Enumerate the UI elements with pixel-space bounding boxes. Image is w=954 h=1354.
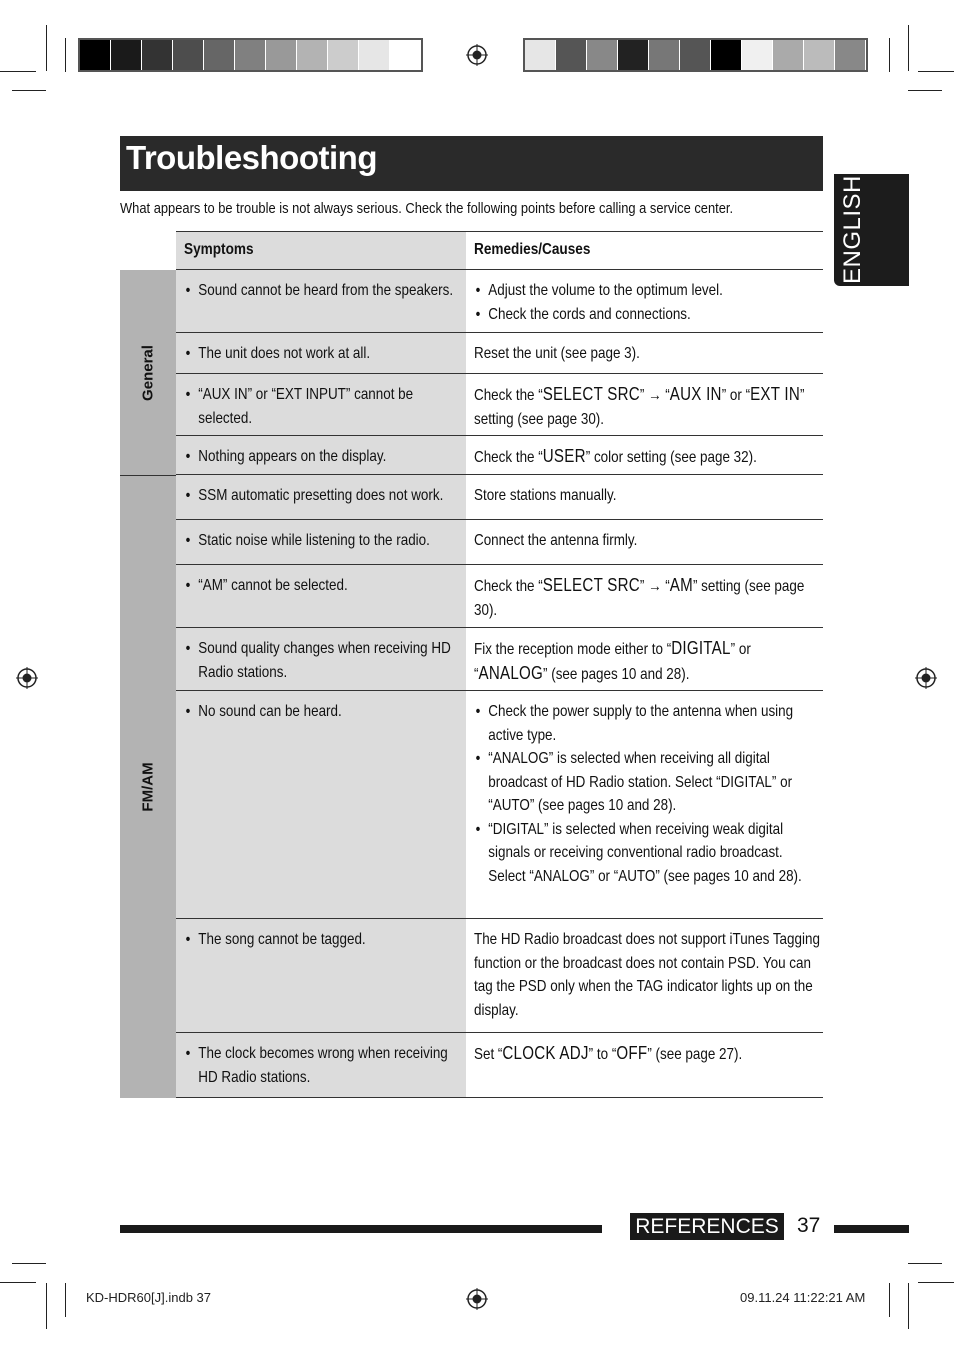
crop-mark [908,1283,909,1329]
remedy-text: Connect the antenna firmly. [474,532,638,549]
crop-mark [908,1263,942,1264]
table-row [176,436,823,475]
print-slug-date: 09.11.24 11:22:21 AM [740,1290,866,1305]
remedy-bullet: • Check the power supply to the antenna when using active type. [474,700,820,747]
symptom-text: • No sound can be heard. [184,700,461,724]
color-swatch [680,40,711,70]
remedy-bullet: • “DIGITAL” is selected when receiving weak digital signals or receiving conventional radio broadcast. Select “ANALOG” or “AUTO” (see pages 10 and 28). [474,818,820,889]
table-row [176,691,823,919]
symptom-cell [176,520,466,564]
symptom-cell [176,628,466,690]
table-header-row [176,231,823,270]
remedy-bullet: • Adjust the volume to the optimum level. [474,279,820,303]
registration-mark-icon [16,667,38,689]
table-row [176,628,823,691]
table-row [176,333,823,374]
crop-mark [908,90,942,91]
symptom-text: • Sound cannot be heard from the speakers. [184,279,461,303]
remedy-cell [466,1033,823,1097]
category-label: General [139,344,157,401]
color-swatch [80,40,111,70]
color-swatch-strip-right [523,38,868,72]
color-swatch [742,40,773,70]
crop-mark [0,71,36,72]
color-swatch [142,40,173,70]
symptom-text: • Nothing appears on the display. [184,445,461,469]
remedy-text: The HD Radio broadcast does not support iTunes Tagging function or the broadcast does not contain PSD. You can tag the PSD only when the TAG indicator lights up on the display. [474,931,820,1019]
language-tab-label: ENGLISH [839,175,866,285]
symptom-text: • Sound quality changes when receiving HD Radio stations. [184,637,461,684]
symptom-cell [176,475,466,519]
table-row [176,374,823,436]
remedy-bullet: • “ANALOG” is selected when receiving all digital broadcast of HD Radio station. Select “DIGITAL” or “AUTO” (see pages 10 and 28). [474,747,820,818]
crop-mark [12,1263,46,1264]
remedy-cell [466,520,823,564]
color-swatch [359,40,390,70]
crop-mark [889,1283,890,1317]
remedy-cell [466,333,823,373]
color-swatch [297,40,328,70]
crop-mark [12,90,46,91]
symptom-text: • Static noise while listening to the radio. [184,529,461,553]
remedy-cell [466,436,823,474]
remedy-cell [466,270,823,332]
remedy-cell [466,919,823,1032]
symptom-cell [176,374,466,435]
remedy-cell [466,565,823,627]
color-swatch [587,40,618,70]
color-swatch [235,40,266,70]
color-swatch-strip-left [78,38,423,72]
symptom-cell [176,1033,466,1097]
symptom-cell [176,691,466,918]
color-swatch [173,40,204,70]
remedy-text: Check the “USER” color setting (see page 32). [474,446,757,466]
symptom-text: • The song cannot be tagged. [184,928,461,952]
crop-mark [65,1283,66,1317]
table-row [176,919,823,1033]
category-label: FM/AM [139,762,157,812]
symptom-cell [176,565,466,627]
registration-mark-icon [466,44,488,66]
color-swatch [804,40,835,70]
footer-rule [120,1225,602,1233]
crop-mark [46,25,47,71]
crop-mark [918,1282,954,1283]
section-label: REFERENCES [635,1214,779,1238]
symptom-text: • The unit does not work at all. [184,342,461,366]
table-row [176,565,823,628]
symptom-text: • “AM” cannot be selected. [184,574,461,598]
remedy-text: Check the “SELECT SRC” → “AUX IN” or “EXT IN” setting (see page 30). [474,384,805,428]
category-general [120,270,176,475]
symptom-cell [176,333,466,373]
color-swatch [649,40,680,70]
color-swatch [204,40,235,70]
remedy-text: Fix the reception mode either to “DIGITAL” or “ANALOG” (see pages 10 and 28). [474,638,751,683]
color-swatch [328,40,359,70]
intro-text: What appears to be trouble is not always serious. Check the following points before calling a service center. [120,200,734,217]
crop-mark [889,38,890,72]
color-swatch [111,40,142,70]
color-swatch [390,40,421,70]
registration-mark-icon [466,1288,488,1310]
color-swatch [556,40,587,70]
crop-mark [908,25,909,71]
crop-mark [65,38,66,72]
color-swatch [835,40,866,70]
remedy-text: Reset the unit (see page 3). [474,345,640,362]
remedy-cell [466,475,823,519]
remedy-bullet: • Check the cords and connections. [474,303,820,327]
arrow-icon: → [648,387,662,404]
remedy-text: Store stations manually. [474,487,617,504]
table-row [176,520,823,565]
remedy-cell [466,628,823,690]
color-swatch [525,40,556,70]
table-row [176,1033,823,1098]
symptom-cell [176,919,466,1032]
page-number: 37 [797,1214,821,1237]
category-fmam [120,475,176,1098]
header-remedies: Remedies/Causes [474,241,591,258]
symptom-cell [176,270,466,332]
print-slug-file: KD-HDR60[J].indb 37 [86,1290,211,1305]
remedy-text: Check the “SELECT SRC” → “AM” setting (see page 30). [474,575,805,619]
crop-mark [918,71,954,72]
crop-mark [0,1282,36,1283]
remedy-cell [466,374,823,435]
color-swatch [711,40,742,70]
arrow-icon: → [648,578,662,595]
color-swatch [266,40,297,70]
table-row [176,475,823,520]
symptom-text: • SSM automatic presetting does not work. [184,484,461,508]
header-symptoms: Symptoms [184,241,254,258]
symptom-text: • “AUX IN” or “EXT INPUT” cannot be selected. [184,383,461,430]
color-swatch [618,40,649,70]
symptom-cell [176,436,466,474]
remedy-text: Set “CLOCK ADJ” to “OFF” (see page 27). [474,1043,743,1063]
footer-rule [834,1225,909,1233]
remedy-cell [466,691,823,918]
page-title: Troubleshooting [126,139,377,176]
color-swatch [773,40,804,70]
registration-mark-icon [915,667,937,689]
symptom-text: • The clock becomes wrong when receiving HD Radio stations. [184,1042,461,1089]
table-row [176,270,823,333]
crop-mark [46,1283,47,1329]
